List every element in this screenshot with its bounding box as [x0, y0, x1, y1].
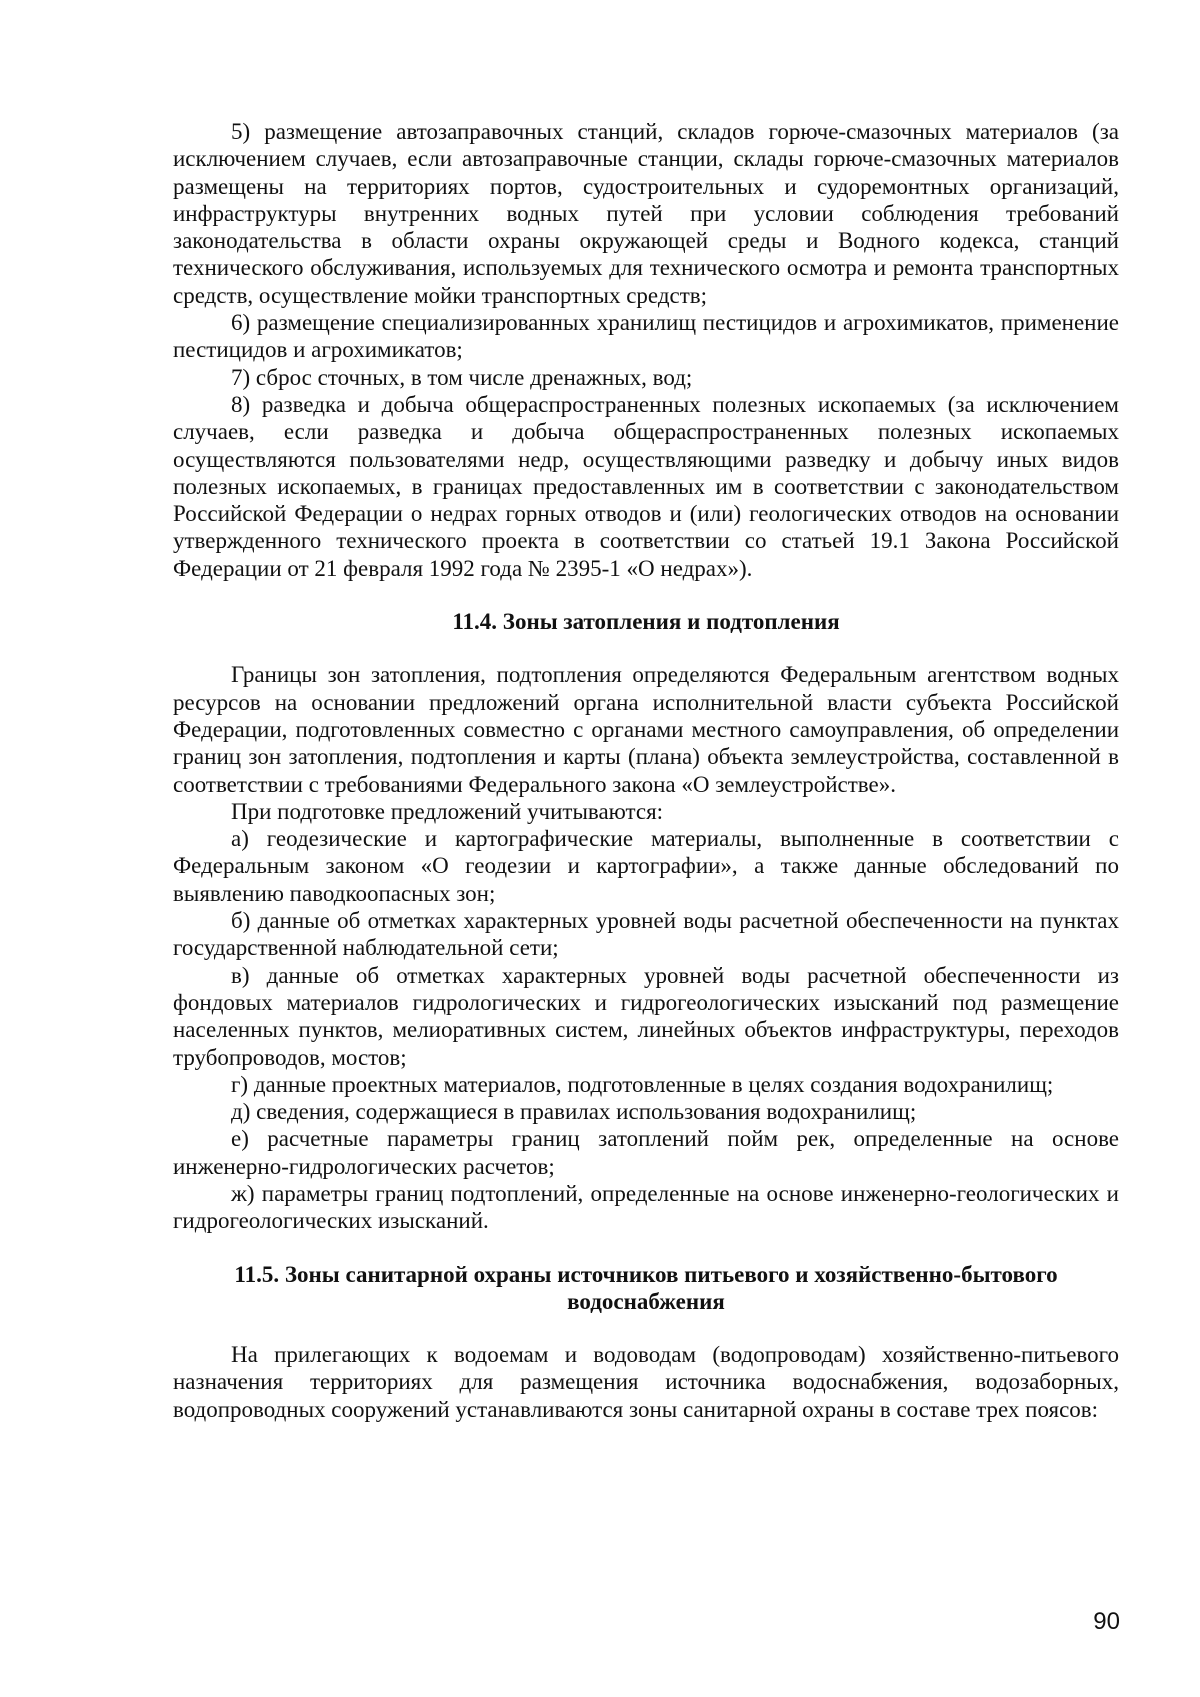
section-11-4-list-item-a: а) геодезические и картографические материалы, выполненные в соответствии с Федеральным законом «О геодезии и картографии», а также данные обследований по выявлению паводкоопасных зон;: [173, 826, 1119, 906]
page-number: 90: [1093, 1608, 1120, 1635]
section-11-4-list-item-g: г) данные проектных материалов, подготовленные в целях создания водохранилищ;: [231, 1071, 1054, 1097]
section-heading-11-5-line-1: 11.5. Зоны санитарной охраны источников питьевого и хозяйственно-бытового: [234, 1261, 1058, 1287]
section-11-4-list-item-e: е) расчетные параметры границ затоплений пойм рек, определенные на основе инженерно-гидрологических расчетов;: [173, 1126, 1119, 1179]
section-heading-11-5-line-2: водоснабжения: [567, 1288, 725, 1314]
section-11-4-list-item-v: в) данные об отметках характерных уровней воды расчетной обеспеченности из фондовых материалов гидрологических и гидрогеологических изысканий под размещение населенных пунктов, мелиоративных систем, линейных объектов инфраструктуры, переходов трубопроводов, мостов;: [173, 962, 1119, 1070]
section-11-4-list-item-b: б) данные об отметках характерных уровней воды расчетной обеспеченности на пунктах государственной наблюдательной сети;: [173, 908, 1119, 961]
section-11-4-list-item-d: д) сведения, содержащиеся в правилах использования водохранилищ;: [231, 1099, 917, 1125]
page-content: [173, 118, 1119, 1423]
paragraph-item-8: 8) разведка и добыча общераспространенных полезных ископаемых (за исключением случаев, если разведка и добыча общераспространенных полезных ископаемых осуществляются пользователями недр, осуществляющими разведку и добычу иных видов полезных ископаемых, в границах предоставленных им в соответствии с законодательством Российской Федерации о недрах горных отводов и (или) геологических отводов на основании утвержденного технического проекта в соответствии со статьей 19.1 Закона Российской Федерации от 21 февраля 1992 года № 2395-1 «О недрах»).: [173, 391, 1119, 581]
paragraph-item-7: 7) сброс сточных, в том числе дренажных, вод;: [231, 364, 693, 390]
paragraph-item-6: 6) размещение специализированных хранилищ пестицидов и агрохимикатов, применение пестицидов и агрохимикатов;: [173, 310, 1119, 363]
section-heading-11-4: 11.4. Зоны затопления и подтопления: [452, 609, 840, 635]
section-heading-11-5: [173, 1261, 1119, 1316]
section-11-5-paragraph: На прилегающих к водоемам и водоводам (водопроводам) хозяйственно-питьевого назначения территориях для размещения источника водоснабжения, водозаборных, водопроводных сооружений устанавливаются зоны санитарной охраны в составе трех поясов:: [173, 1342, 1119, 1422]
section-11-4-paragraph: При подготовке предложений учитываются:: [231, 798, 664, 824]
paragraph-item-5: 5) размещение автозаправочных станций, складов горюче-смазочных материалов (за исключением случаев, если автозаправочные станции, склады горюче-смазочных материалов размещены на территориях портов, судостроительных и судоремонтных организаций, инфраструктуры внутренних водных путей при условии соблюдения требований законодательства в области охраны окружающей среды и Водного кодекса, станций технического обслуживания, используемых для технического осмотра и ремонта транспортных средств, осуществление мойки транспортных средств;: [173, 119, 1119, 308]
section-11-4-list-item-zh: ж) параметры границ подтоплений, определенные на основе инженерно-геологических и гидрогеологических изысканий.: [173, 1180, 1119, 1234]
section-11-4-paragraph: Границы зон затопления, подтопления определяются Федеральным агентством водных ресурсов на основании предложений органа исполнительной власти субъекта Российской Федерации, подготовленных совместно с органами местного самоуправления, об определении границ зон затопления, подтопления и карты (плана) объекта землеустройства, составленной в соответствии с требованиями Федерального закона «О землеустройстве».: [173, 662, 1119, 797]
